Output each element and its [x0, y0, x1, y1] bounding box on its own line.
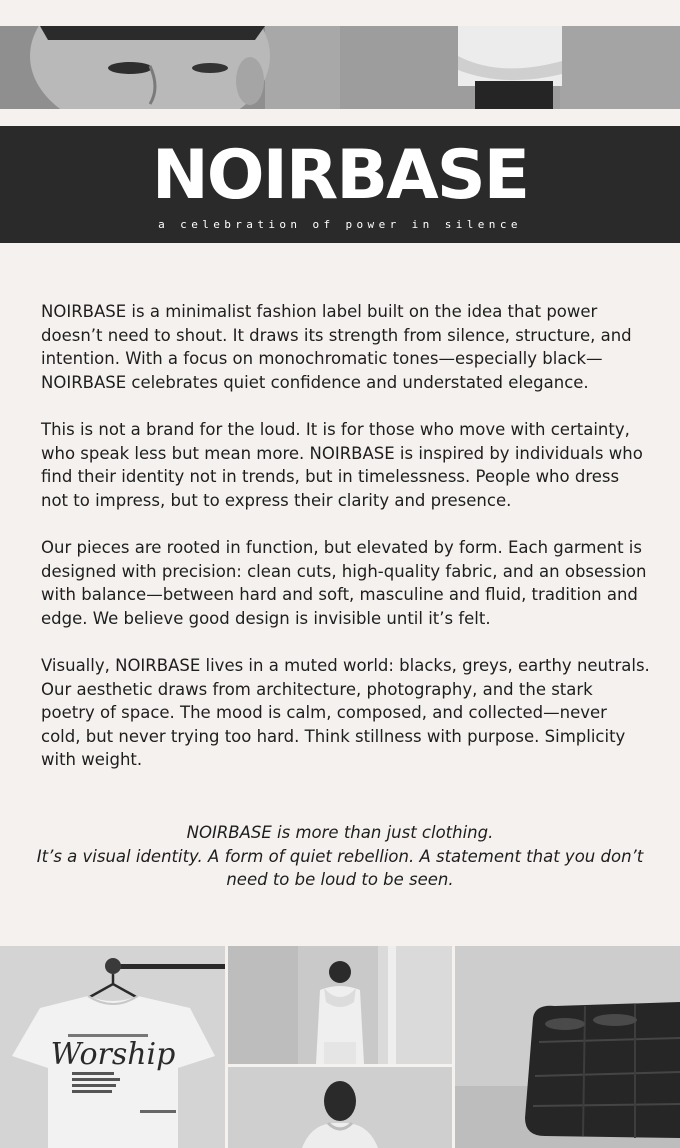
paragraph-aesthetic: Visually, NOIRBASE lives in a muted world: blacks, greys, earthy neutrals. Our aesthetic draws from architecture, photography, and the stark poetry of space. The mood is calm, composed, and collected—never cold, but never trying too hard. Think stillness with purpose. Simplicity with weight.	[41, 656, 650, 769]
hero-photo	[0, 26, 680, 109]
gallery-leather-sofa-photo	[455, 946, 680, 1148]
paragraph-craft: Our pieces are rooted in function, but elevated by form. Each garment is designed with precision: clean cuts, high-quality fabric, and an obsession with balance—between hard and soft, masculine and fluid, tradition and edge. We believe good design is invisible until it’s felt.	[41, 538, 647, 628]
paragraph-audience: This is not a brand for the loud. It is for those who move with certainty, who speak less but mean more. NOIRBASE is inspired by individuals who find their identity not in trends, but in timelessness. People who dress not to impress, but to express their clarity and presence.	[41, 420, 643, 510]
closing-quote	[30, 821, 650, 892]
brand-banner	[0, 126, 680, 243]
gallery-tshirt-photo	[0, 946, 225, 1148]
brand-tagline: a celebration of power in silence	[158, 218, 522, 231]
about-section	[41, 300, 651, 796]
hero-photo-strip	[0, 26, 680, 109]
quote-line-2: It’s a visual identity. A form of quiet rebellion. A statement that you don’t need to be loud to be seen.	[36, 846, 644, 889]
gallery-model-portrait-photo	[228, 1067, 452, 1148]
photo-gallery	[0, 946, 680, 1148]
gallery-model-scarf-photo	[228, 946, 452, 1064]
brand-name: NOIRBASE	[151, 136, 529, 215]
shirt-script-text: Worship	[50, 1037, 176, 1072]
paragraph-intro: NOIRBASE is a minimalist fashion label built on the idea that power doesn’t need to shout. It draws its strength from silence, structure, and intention. With a focus on monochromatic tones—especially black—NOIRBASE celebrates quiet confidence and understated elegance.	[41, 302, 632, 392]
quote-line-1: NOIRBASE is more than just clothing.	[186, 823, 494, 842]
